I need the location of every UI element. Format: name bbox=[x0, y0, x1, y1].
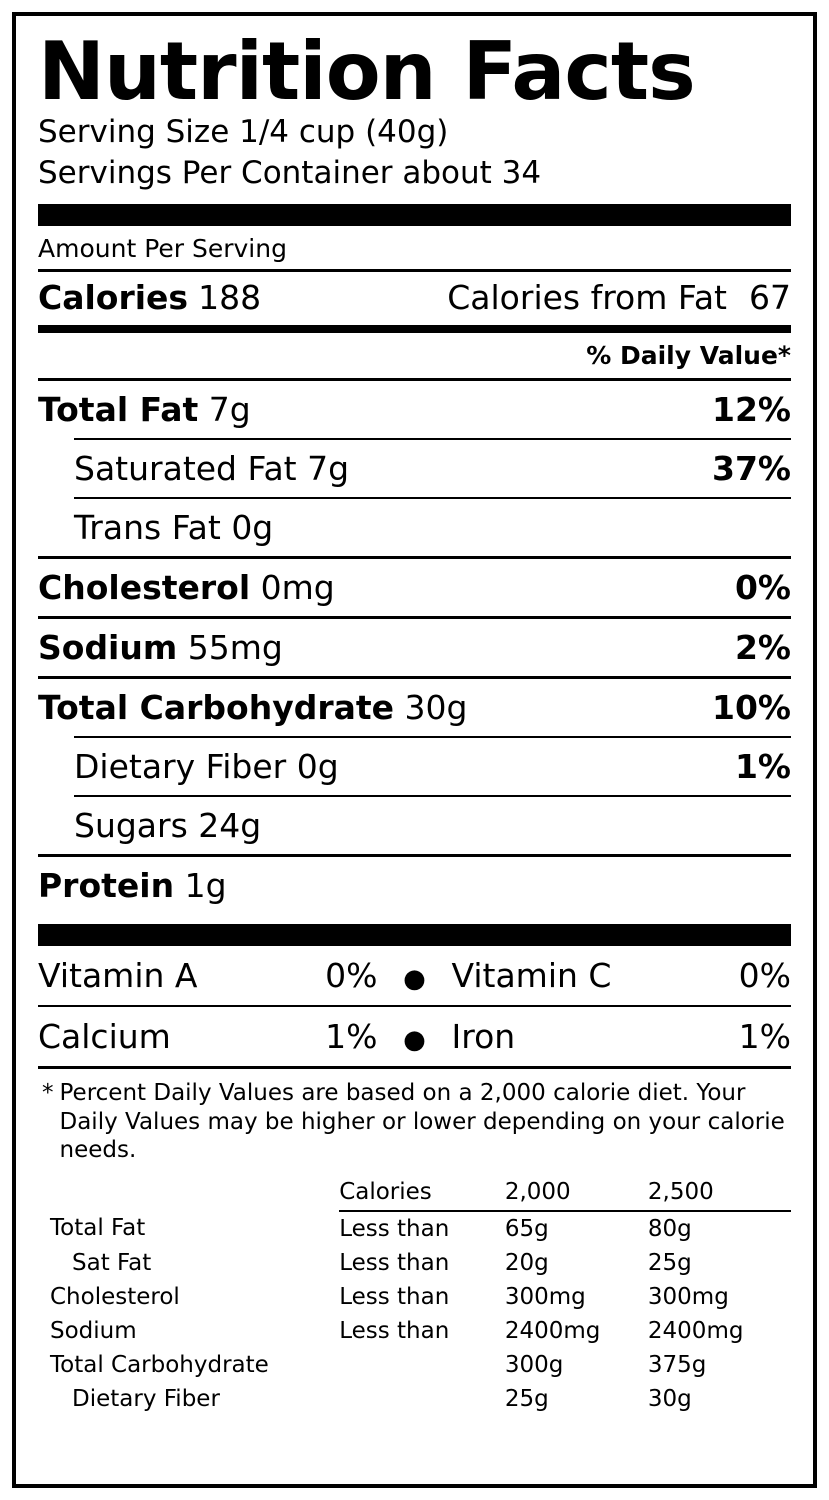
vitamin-percent: 1% bbox=[738, 1016, 791, 1056]
nutrient-name: Protein bbox=[38, 865, 175, 905]
footnote bbox=[38, 1069, 791, 1169]
nutrient-amount: 1g bbox=[184, 865, 227, 905]
divider-thick-vitamins bbox=[38, 924, 791, 946]
vitamin-row-calcium-iron bbox=[38, 1007, 791, 1066]
nutrient-amount: 7g bbox=[208, 389, 251, 429]
row-less-than: Less than bbox=[339, 1216, 450, 1243]
header-2500: 2,500 bbox=[648, 1175, 791, 1211]
nutrient-percent: 12% bbox=[712, 389, 791, 429]
nutrient-amount: 0mg bbox=[260, 567, 335, 607]
nutrient-row-sugars bbox=[38, 797, 791, 854]
nutrient-amount: 30g bbox=[404, 687, 468, 727]
table-row bbox=[38, 1348, 791, 1382]
row-value-2000: 65g bbox=[504, 1216, 549, 1243]
nutrient-amount: 0g bbox=[296, 746, 339, 786]
calories-value: 188 bbox=[198, 277, 262, 317]
table-row bbox=[38, 1211, 791, 1246]
vitamin-c-cell bbox=[452, 956, 792, 995]
page-title: Nutrition Facts bbox=[38, 25, 695, 118]
row-value-2000: 300mg bbox=[504, 1284, 586, 1311]
row-less-than: Less than bbox=[339, 1318, 450, 1345]
nutrient-row-trans-fat bbox=[38, 499, 791, 556]
daily-value-header: % Daily Value* bbox=[586, 340, 791, 370]
nutrient-row-cholesterol bbox=[38, 559, 791, 616]
calories-from-fat-value: 67 bbox=[749, 277, 791, 317]
nutrient-row-protein bbox=[38, 857, 791, 914]
footnote-text: Percent Daily Values are based on a 2,000 calorie diet. Your Daily Values may be higher or lower depending on your calorie needs. bbox=[59, 1079, 785, 1164]
table-header-row bbox=[38, 1175, 791, 1211]
row-label: Sodium bbox=[50, 1318, 137, 1345]
row-value-2000: 2400mg bbox=[504, 1318, 601, 1345]
nutrient-amount: 55mg bbox=[187, 627, 283, 667]
nutrient-amount: 24g bbox=[198, 805, 262, 845]
row-less-than: Less than bbox=[339, 1250, 450, 1277]
vitamin-name: Calcium bbox=[38, 1016, 171, 1056]
row-less-than bbox=[339, 1348, 505, 1382]
nutrient-row-sodium bbox=[38, 619, 791, 676]
amount-per-serving-label: Amount Per Serving bbox=[38, 233, 287, 263]
row-label: Total Fat bbox=[50, 1215, 146, 1242]
header-blank bbox=[38, 1175, 339, 1211]
calories-from-fat-label: Calories from Fat bbox=[447, 277, 727, 317]
table-row bbox=[38, 1280, 791, 1314]
nutrient-percent: 10% bbox=[712, 687, 791, 727]
vitamin-percent: 0% bbox=[325, 955, 378, 995]
row-value-2500: 30g bbox=[647, 1386, 692, 1413]
calcium-cell bbox=[38, 1017, 378, 1056]
row-value-2000: 25g bbox=[504, 1386, 549, 1413]
divider-thick-top bbox=[38, 204, 791, 226]
nutrient-row-total-fat bbox=[38, 381, 791, 438]
row-value-2000: 20g bbox=[504, 1250, 549, 1277]
vitamin-a-cell bbox=[38, 956, 378, 995]
row-value-2500: 300mg bbox=[647, 1284, 729, 1311]
row-label: Total Carbohydrate bbox=[50, 1352, 269, 1379]
label-border-box bbox=[12, 12, 817, 1488]
bullet-separator-icon: ● bbox=[403, 1024, 426, 1055]
servings-per-container-text: Servings Per Container about 34 bbox=[38, 154, 542, 191]
row-value-2500: 375g bbox=[647, 1352, 707, 1379]
nutrient-percent: 37% bbox=[712, 448, 791, 488]
nutrient-name: Trans Fat bbox=[74, 507, 221, 547]
vitamin-name: Vitamin A bbox=[38, 955, 198, 995]
header-calories: Calories bbox=[339, 1175, 505, 1211]
nutrient-name: Sugars bbox=[74, 805, 188, 845]
nutrient-row-total-carbohydrate bbox=[38, 679, 791, 736]
table-row bbox=[38, 1246, 791, 1280]
calories-label: Calories bbox=[38, 277, 189, 317]
nutrient-percent: 0% bbox=[734, 567, 791, 607]
row-label: Dietary Fiber bbox=[72, 1386, 220, 1413]
row-value-2500: 2400mg bbox=[647, 1318, 744, 1345]
daily-values-table bbox=[38, 1175, 791, 1416]
table-row bbox=[38, 1382, 791, 1416]
nutrient-percent: 1% bbox=[734, 746, 791, 786]
bullet-separator-icon: ● bbox=[403, 963, 426, 994]
serving-size-text: Serving Size 1/4 cup (40g) bbox=[38, 114, 449, 150]
nutrient-row-dietary-fiber bbox=[38, 738, 791, 795]
row-value-2500: 80g bbox=[647, 1216, 692, 1243]
divider-below-calories bbox=[38, 325, 791, 333]
nutrient-name: Cholesterol bbox=[38, 567, 251, 607]
vitamin-row-a-c bbox=[38, 946, 791, 1005]
vitamin-name: Vitamin C bbox=[451, 955, 612, 995]
vitamin-percent: 1% bbox=[325, 1016, 378, 1056]
nutrient-percent: 2% bbox=[734, 627, 791, 667]
nutrient-name: Saturated Fat bbox=[74, 448, 297, 488]
iron-cell bbox=[452, 1017, 792, 1056]
nutrient-row-saturated-fat bbox=[38, 440, 791, 497]
nutrient-amount: 0g bbox=[231, 507, 274, 547]
row-value-2000: 300g bbox=[504, 1352, 564, 1379]
nutrient-name: Dietary Fiber bbox=[74, 746, 287, 786]
nutrient-name: Total Fat bbox=[38, 389, 199, 429]
row-label: Sat Fat bbox=[72, 1250, 152, 1277]
vitamin-percent: 0% bbox=[738, 955, 791, 995]
row-less-than bbox=[339, 1382, 505, 1416]
header-2000: 2,000 bbox=[505, 1175, 648, 1211]
row-label: Cholesterol bbox=[50, 1284, 180, 1311]
table-row bbox=[38, 1314, 791, 1348]
footnote-asterisk: * bbox=[42, 1079, 54, 1106]
row-less-than: Less than bbox=[339, 1284, 450, 1311]
calories-row bbox=[38, 272, 791, 325]
nutrient-amount: 7g bbox=[307, 448, 350, 488]
nutrient-name: Sodium bbox=[38, 627, 178, 667]
row-value-2500: 25g bbox=[647, 1250, 692, 1277]
vitamin-name: Iron bbox=[451, 1016, 516, 1056]
nutrient-name: Total Carbohydrate bbox=[38, 687, 395, 727]
